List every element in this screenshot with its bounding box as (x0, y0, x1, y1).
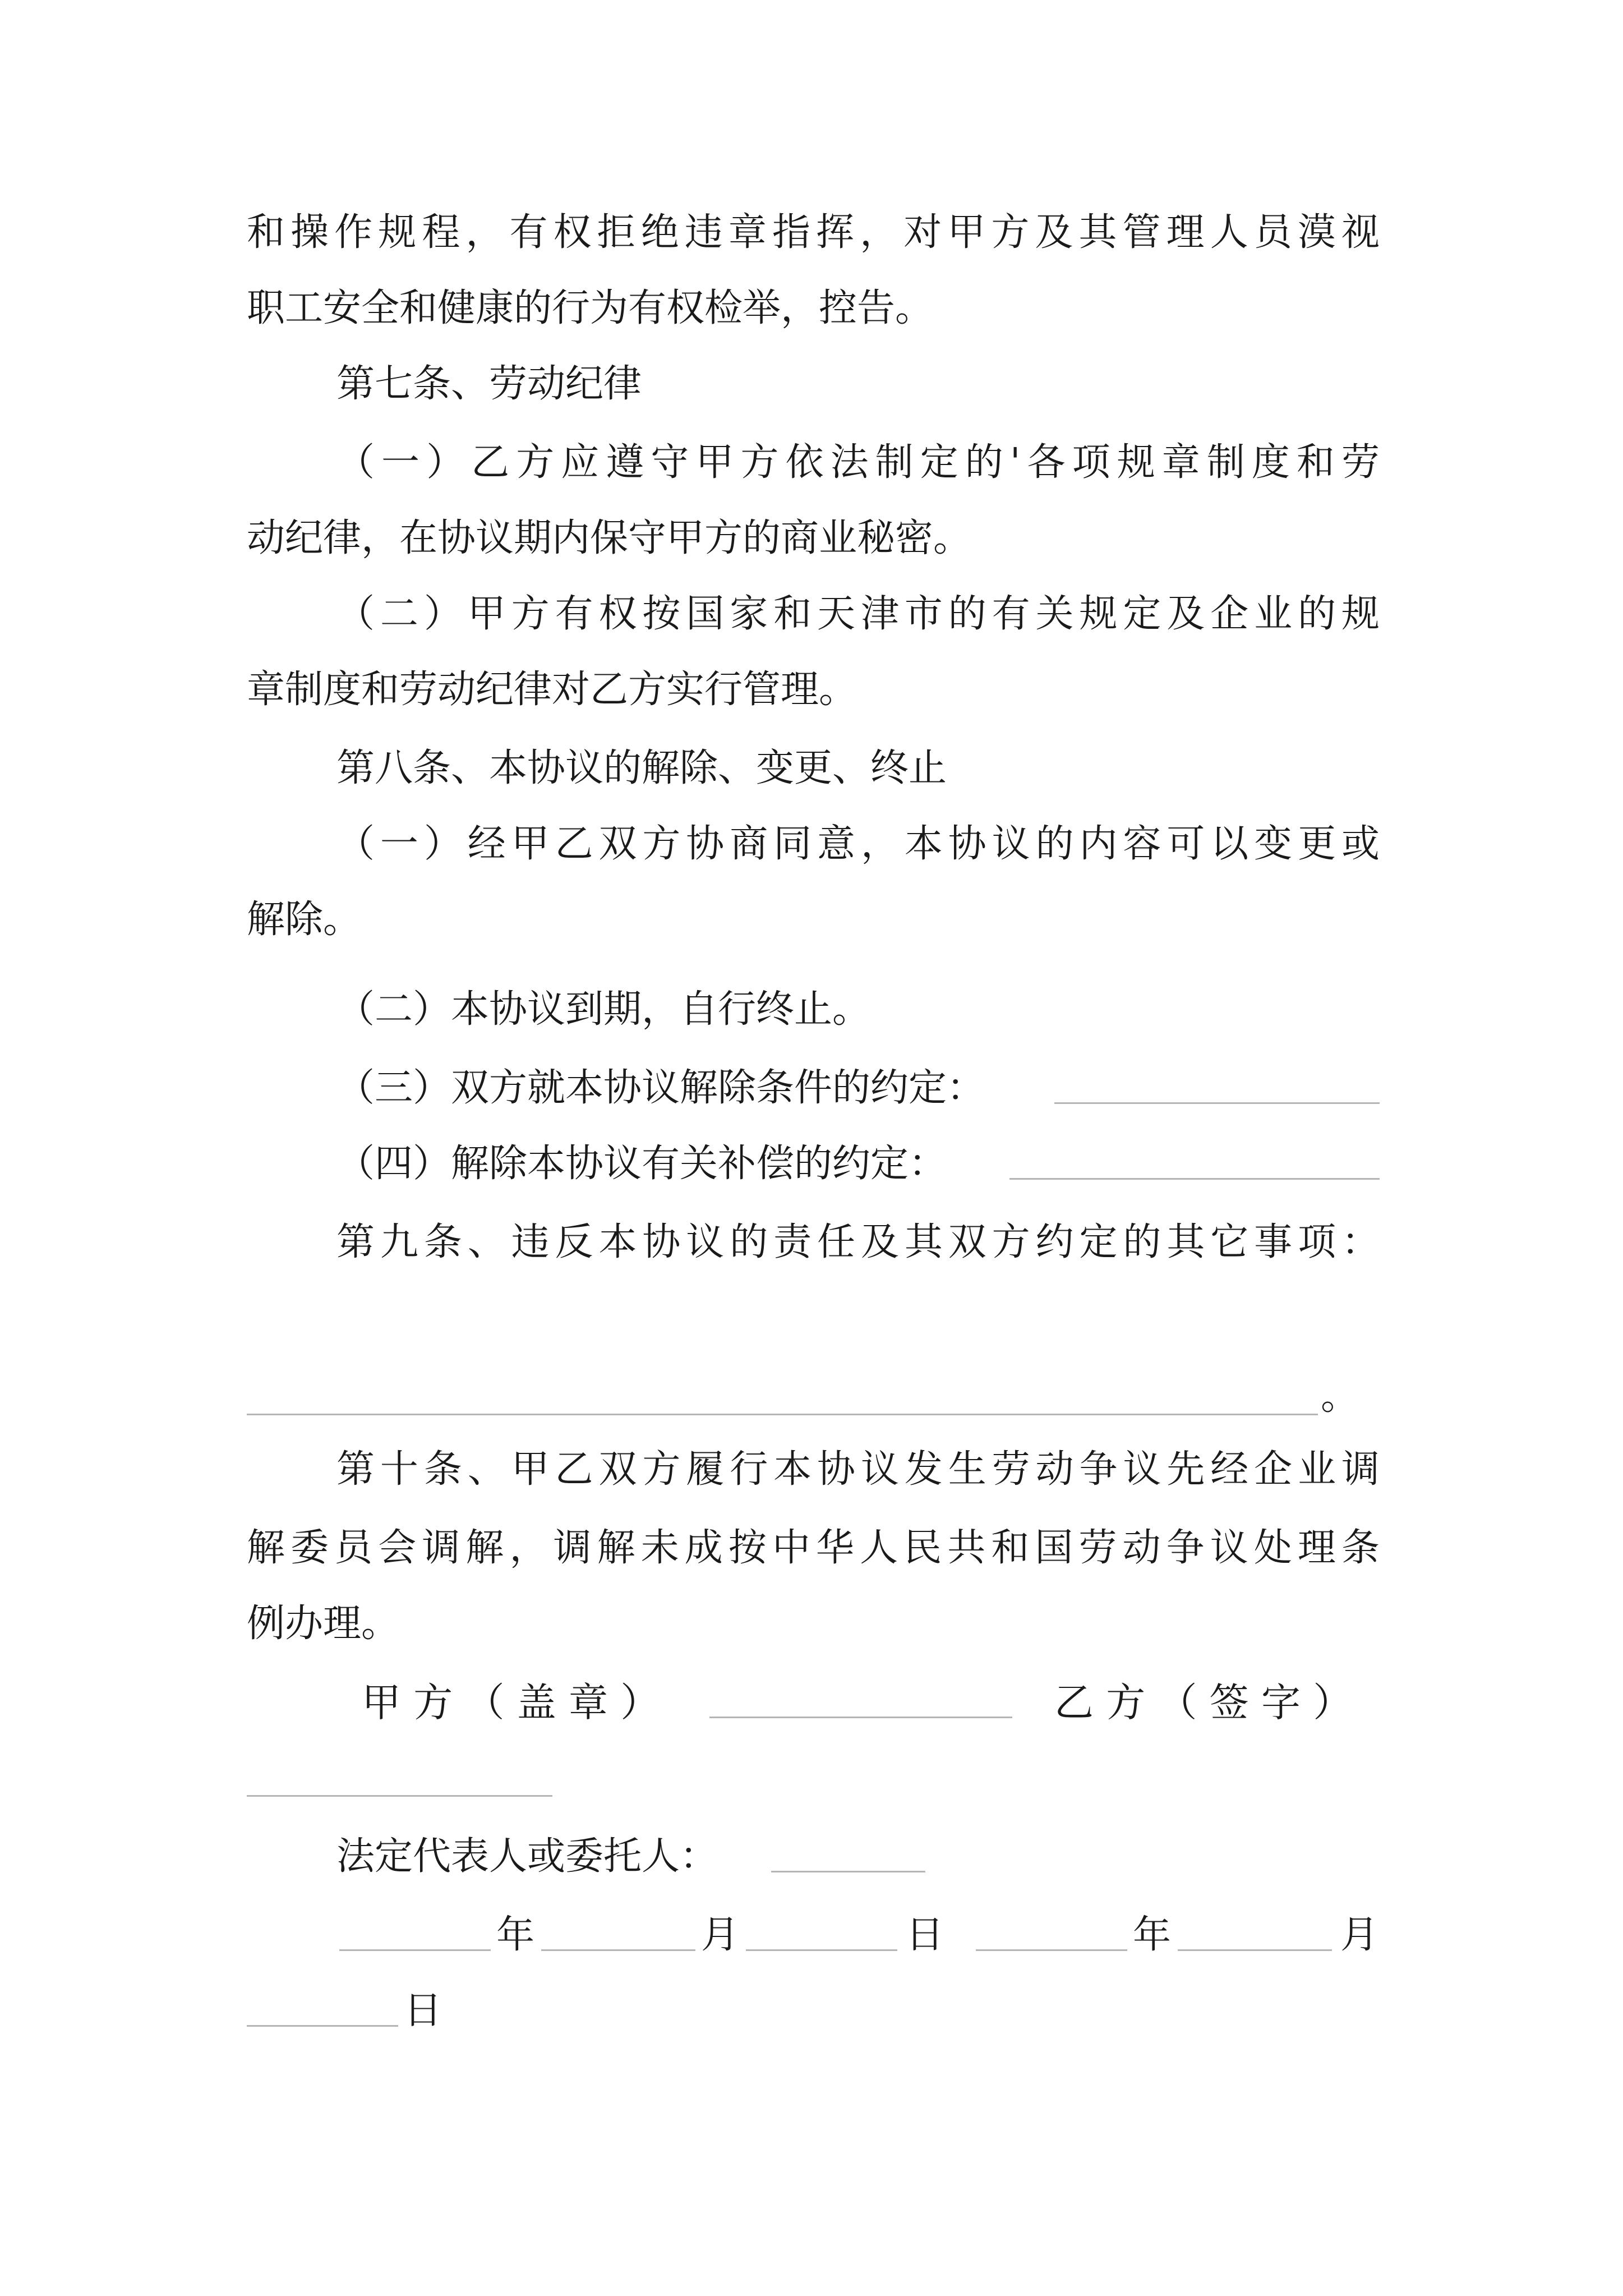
paragraph-line: （一）乙方应遵守甲方依法制定的'各项规章制度和劳 (336, 440, 1380, 485)
party-b-blank[interactable] (247, 1795, 552, 1797)
paragraph-line: 解除。 (247, 898, 362, 942)
year-label: 年 (1133, 1913, 1172, 1957)
paragraph-line: （四）解除本协议有关补偿的约定： (336, 1142, 947, 1186)
month-label: 月 (701, 1913, 740, 1957)
month-label: 月 (1340, 1913, 1379, 1957)
period-mark: 。 (1321, 1374, 1359, 1419)
paragraph-line: （三）双方就本协议解除条件的约定： (336, 1066, 985, 1110)
year-label: 年 (496, 1913, 535, 1957)
fill-in-blank[interactable] (247, 1414, 1318, 1415)
article-heading-7: 第七条、劳动纪律 (336, 362, 642, 406)
party-a-seal-label: 甲 方 （ 盖 章 ） (362, 1680, 660, 1726)
day-label: 日 (404, 1989, 442, 2033)
paragraph-line: 职工安全和健康的行为有权检举，控告。 (247, 286, 934, 330)
party-b-day-blank[interactable] (247, 2025, 398, 2027)
paragraph-line: 章制度和劳动纪律对乙方实行管理。 (247, 668, 857, 712)
paragraph-line: 和操作规程，有权拒绝违章指挥，对甲方及其管理人员漠视 (247, 210, 1380, 255)
party-b-sign-label: 乙 方 （ 签 字 ） (1054, 1680, 1353, 1726)
legal-representative-label: 法定代表人或委托人： (336, 1834, 718, 1879)
article-heading-10: 第十条、甲乙双方履行本协议发生劳动争议先经企业调 (336, 1447, 1380, 1492)
party-b-month-blank[interactable] (1178, 1949, 1332, 1951)
fill-in-blank[interactable] (1054, 1102, 1380, 1104)
paragraph-line: 例办理。 (247, 1602, 400, 1646)
day-label: 日 (906, 1913, 944, 1957)
party-a-year-blank[interactable] (339, 1949, 491, 1951)
party-a-blank[interactable] (709, 1717, 1012, 1718)
fill-in-blank[interactable] (1009, 1178, 1380, 1180)
paragraph-line: 动纪律，在协议期内保守甲方的商业秘密。 (247, 516, 972, 560)
article-heading-9: 第九条、违反本协议的责任及其双方约定的其它事项： (336, 1220, 1380, 1264)
paragraph-line: （一）经甲乙双方协商同意，本协议的内容可以变更或 (336, 822, 1380, 866)
party-b-year-blank[interactable] (976, 1949, 1127, 1951)
paragraph-line: 解委员会调解，调解未成按中华人民共和国劳动争议处理条 (247, 1526, 1380, 1570)
paragraph-line: （二）本协议到期，自行终止。 (336, 987, 871, 1032)
paragraph-line: （二）甲方有权按国家和天津市的有关规定及企业的规 (336, 592, 1380, 636)
party-a-day-blank[interactable] (746, 1949, 897, 1951)
legal-representative-blank[interactable] (771, 1871, 925, 1872)
article-heading-8: 第八条、本协议的解除、变更、终止 (336, 746, 947, 790)
party-a-month-blank[interactable] (541, 1949, 695, 1951)
